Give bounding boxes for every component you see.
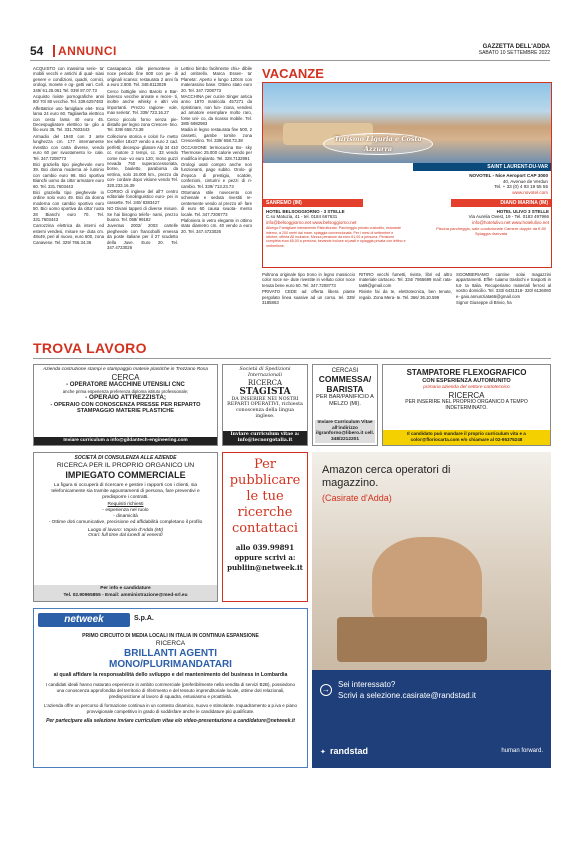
section-title: ANNUNCI <box>58 44 117 58</box>
issue-date: SABATO 10 SETTEMBRE 2022 <box>478 50 550 56</box>
ad-contact[interactable]: Inviare Curriculum Vitae all'indirizzo ilgranforno@libero.it cell. 348/2212201 <box>316 419 374 443</box>
ad-location: (Casirate d'Adda) <box>322 493 392 503</box>
job-ad-impiegato <box>33 452 218 602</box>
ad-text: Armadio del 1940 con 3 ante lunghezza cm. 177 internamente rivestito con carta diverse, vendo euro 60 per svuotamento lo- cale. Tel. 347.7208773 <box>33 133 104 161</box>
hotel-address: Via Aurelia Ovest, 19 - Tel. 0183 497966 <box>468 214 549 220</box>
hotel-description: Albergo Famigliare interamente Ristrutturato. Parcheggio privato custodito, ristorante interno, a 200 metri dal mare, spiaggia convenzionata. Per i mesi di settembre e ottobre, offerta All inclusive. Mezza pensione da euro 61,00 a persona. Pensione completa euro 65,00 a persona, bevande incluse ai pasti e spiaggia privata con lettino e ombrellone. <box>266 226 406 248</box>
randstad-logo: randstad <box>330 746 369 756</box>
ad-text: Bici graziella tipo pieghevole in ordine solo euro 49. Bici da donna moderna con cambio sportivo euro 50. Bici uomo sportiva da citta' ruota 28 Bianchi euro 70. Tel. 331.7603443 <box>33 189 104 222</box>
worker-photo <box>372 537 482 627</box>
ad-note: PER BAR/PANIFICIO A MELZO (MI). <box>316 394 374 407</box>
ad-role: IMPIEGATO COMMERCIALE <box>65 470 186 480</box>
netweek-spa: S.p.A. <box>134 615 154 622</box>
classified-column-6 <box>456 272 551 336</box>
hotel-description: Piscina parcheggio, sale condizionate Camere doppie da € 80 Spiaggia riservata <box>436 226 546 237</box>
ad-offer: L'azienda offre un percorso di formazione continua in un contesto dinamico, nuovo e stimolante. Inquadramento a p.iva e piano provvigionale competitivo in grado di soddisfare anche le candidature più qualificate. <box>44 703 297 714</box>
ad-note: anche prima esperienza preferenza diploma istituto professionale; <box>62 388 189 394</box>
header-rule <box>30 60 550 61</box>
ad-description: La figura si occuperà di ricercare e gestire i rapporti con i clienti, sia telefonicamente sia tramite appuntamenti di persona, fare preventivi e predisporre i contratti. <box>51 483 200 500</box>
ad-role: STAMPATORE FLEXOGRAFICO <box>406 368 527 377</box>
ad-text: Poltrona originale tipo trono in legno massiccio color noce se- dute rivestite in velluto color noce tenuta bene euro 60. Tel. 347.7208773 <box>262 272 355 288</box>
ad-role: - OPERATORE MACCHINE UTENSILI CNC <box>66 381 185 388</box>
hotel-website[interactable]: www.novotel.com <box>512 189 548 195</box>
classified-column-2 <box>107 66 178 336</box>
ad-hours: Orari: full time dal lunedì al venerdì <box>88 533 163 539</box>
promo-or: oppure scrivi a: <box>234 553 296 562</box>
ad-note: PER INSERIRE NEL PROPRIO ORGANICO A TEMPO INDETERMINATO. <box>405 398 528 411</box>
place-label: SANREMO (IM) <box>263 199 363 207</box>
classified-column-3 <box>181 66 252 336</box>
ad-intro: primaria azienda del settore cartotecnico <box>423 385 510 390</box>
ad-text: PRIVATO CEDE ad offerta libera piante pergolato linea suasive ad un corso. tel. 339/ 3185863 <box>262 289 355 306</box>
promo-email[interactable]: publiin@netweek.it <box>227 563 303 572</box>
ad-search: RICERCA <box>155 640 186 647</box>
ad-contact[interactable] <box>34 585 217 601</box>
ad-headline: Amazon cerca operatori di magazzino. <box>322 464 451 489</box>
classified-column-5 <box>359 272 452 336</box>
section-rule <box>33 358 551 359</box>
ad-role: - OPERAIO ATTREZZISTA; <box>84 393 167 401</box>
classified-column-1 <box>33 66 104 336</box>
ad-text: Acquisto riviste pornografiche anni 80/ 70/ 80 vecchie. Tel. 339.6257483 <box>33 94 104 105</box>
hotel-name: HOTEL ULIVO 3 STELLE <box>496 209 549 214</box>
ad-text: Riviste fai da te, elettrotecnica, ben tenute, regalo. Zona Mera- te. Tel. 366/ 36.10.599 <box>359 289 452 300</box>
classified-column-4 <box>262 272 355 336</box>
ad-text: RITIRO vecchi fumetti, riviste, libri ed altro materiale cartaceo. Tel. 334/ 7865699 mail: rata- ta69@gmail.com <box>359 272 452 288</box>
place-label: DIANO MARINA (IM) <box>451 199 551 207</box>
ad-contact[interactable]: Il candidato può mandare il proprio curriculum vita e a color@floriocarta.com e/o chiamare al 02-95375248 <box>383 430 550 445</box>
hotel-novotel <box>383 173 548 195</box>
ad-text: NO Divani tappeti di diverse misure. Se hai bisogno telefo- nami, prezzo buono. Tel. 058/ 99182 <box>107 206 178 222</box>
ad-requirement: - dinamicità <box>113 513 138 519</box>
hotel-address: 40, Avenue de Verdun <box>502 178 548 184</box>
ad-search: CERCASI <box>331 368 359 374</box>
randstad-footer <box>312 670 551 768</box>
coast-photo <box>263 83 551 163</box>
footer-question: Sei interessato? <box>338 680 396 689</box>
hotel-belsoggiorno <box>266 209 406 248</box>
ad-contact[interactable]: Inviare curriculum vitae a: info@tecnorgotalia.it <box>223 431 307 445</box>
ad-intro: PRIMO CIRCUITO DI MEDIA LOCALI IN ITALIA IN CONTINUA ESPANSIONE <box>82 633 259 639</box>
ad-text: Cerco bottiglie vino Barolo e Bar- baresco vecchie annate e recen- ti, inoltre anche whisky e altri vini importanti. Prezzo ragione- vole, max serieta'. Tel. 339/ 723.16.27 <box>107 88 178 116</box>
ad-role: - OPERAIO CON CONOSCENZA PRESSE PER REPARTO STAMPAGGIO MATERIE PLASTICHE <box>50 401 201 415</box>
hotel-contacts[interactable]: info@hotelulivo.net www.hotelulivo.net <box>472 219 549 225</box>
ad-text: Affettatrice uso famigliare elet- trica lama 24 euro 60. Tagliaerba elettrico con cesto lama 40 euro 45. Decespugliatore elettrico ta- glio a filo euro 35. Tel. 331.7603443 <box>33 105 104 133</box>
ad-text: Signor Giuseppe di Brivio, ha <box>456 300 512 306</box>
ad-requirement: CON ESPERIENZA AUTOMUNITO <box>422 378 511 384</box>
hotel-ulivo <box>433 209 549 236</box>
ad-description: I candidati ideali hanno maturato esperienze in ambito commerciale (preferibilmente nella vendita di servizi B2B), possiedono una conoscenza approfondita del territorio di riferimento e del tessuto imprenditoriale locale, ottime doti relazionali, predisposizione al lavoro di squadra, entusiasmo e proattività. <box>45 682 296 699</box>
ad-text: Juventus 2002/ 2003 cartelle pieghevole con francobolli emessa da poste italiane per il 27 scudetto della Juve. Euro 20. Tel. 347.4723026 <box>107 223 178 250</box>
randstad-ad <box>312 452 551 768</box>
ad-text: Ottomana stile novecento con schienale e seduta rivestiti re- centemente vendo al prezzo af- fare di euro 60 causa svuota- mento locale. Tel. 347.7208773 <box>181 189 252 217</box>
ad-text: Orologi usati compro anche non funzionanti, pago subito. Orolo- gi d'epoca di prestigio, scatole, confezioni, cinturini e pezzi di ri- cambio. Tel. 339/ 713.23.73 <box>181 161 252 189</box>
ad-contact[interactable]: Inviare curriculum a info@gildantech-engineering.com <box>34 437 217 445</box>
paper-name: GAZZETTA DELL'ADDA <box>482 44 550 50</box>
hotel-address: C.so Matuzia, 41 - tel. 0184 667631 <box>266 214 338 220</box>
masthead <box>479 44 550 56</box>
ad-contact[interactable]: Per partecipare alla selezione inviare curriculum vitae e/o video-presentazione a candidature@netweek.it <box>46 718 295 725</box>
ad-text: Carrozzina elettrica da interni ed esterni vendesi, misure se- duta cm. 48x49, peri al nuovo, euro 600, zona Canavese. Tel. 329/ 766.34.36 <box>33 223 104 245</box>
randstad-slogan: human forward. <box>501 748 543 754</box>
ad-search: RICERCA <box>247 378 283 387</box>
job-ad-flexo <box>382 364 551 446</box>
place-label: SAINT LAURENT-DU-VAR <box>413 163 551 171</box>
footer-email[interactable]: Scrivi a selezione.casirate@randstad.it <box>338 691 476 700</box>
ad-text: Lettino bimbo facilmente chiu- dibile ad ombrello. Marca Essen- ta' Planeta'. Aperto e lungo 120cm con materassino base. Ottimo stato euro 20. Tel. 347.7208773 <box>181 66 252 93</box>
randstad-logo-icon: ✦ <box>320 749 326 756</box>
header-divider <box>53 45 55 57</box>
ad-requirement: - Ottime doti comunicative, precisione ed affidabilità completano il profilo <box>48 519 203 525</box>
ad-text: Cerco piccolo forno senza pie- distallo per legno zona Crescen- tino. Tel. 339/ 658.73.38 <box>107 116 178 133</box>
ad-note: DA INSERIRE NEI NOSTRI REPARTI OPERATIVI, richiesta conoscenza della lingua inglese. <box>227 396 303 419</box>
ad-text: SGOMBERIAMO cantine solai magazzini appartamenti. Effet- tuiamo traslochi e trasporti in tut- ta Italia. Recuperiamo materiali ferrosi al vostro domicilio. Tel. 333/ 6431318- 320/ 6136060 e- gaio.annunziata66@gmail.com <box>456 272 551 299</box>
vacanze-title: VACANZE <box>262 66 324 81</box>
ad-text: Plafoniera in vetro elegante in ottimo stato diametro cm. 40 vendo a euro 20. Tel. 347.4723026 <box>181 217 252 234</box>
ad-text: ACQUISTO con massima serie- ta' mobili vecchi e antichi di qual- siasi genere e condizioni, quadri, cornici, orologi, monete e og- getti vari. Cell. 349/ 61.25.061 Tel. 039/ 87.07.73 <box>33 66 104 93</box>
hotel-phone: Tel. + 33 (0) 4 93 19 55 55 <box>494 184 548 190</box>
ad-role: MONO/PLURIMANDATARI <box>109 659 232 670</box>
ad-intro: Azienda costruzione stampi e stampaggio materie plastiche in Trezzano Rosa <box>43 367 208 372</box>
netweek-logo: netweek <box>38 613 130 627</box>
ad-text: Bici graziella tipo pieghevole euro 39. Bici donna moderna al- luminio con cambio euro 98. Bici sportiva Bianchi uomo da citta' armatore euro 60. Tel. 331.7603443 <box>33 161 104 189</box>
job-ad-cnc <box>33 364 218 446</box>
banner-text: Turismo Liguria e Costa Azzurra <box>323 133 433 155</box>
hotel-contacts[interactable]: info@belsoggiorno.net www.belsoggiorno.net <box>266 219 357 225</box>
ad-text: OCCASIONE termocucina Bo- sky Thermosec 25.000 calorie vendo per modifica impianto. Tel. 328.7132991 <box>181 144 252 161</box>
ad-text: Cassapanca stile piemontese in noce periodo fine 600 con pe- di originali scanso: restaurata 2 anni fa a euro 2.800. Tel. 348.8113029 <box>107 66 178 88</box>
ad-role: STAGISTA <box>239 386 291 397</box>
ad-location: Luogo di lavoro: Vaprio d'Adda (MI) <box>87 527 164 533</box>
hotel-name: HOTEL BELSOGGIORNO - 3 STELLE <box>266 209 345 214</box>
ad-text: MACCHINA per cucire Singer antica anno 1870 matricola 457271 da ripristinare, non fun- ziona, vendesi ad amatore esemplare molto raro, forse uni- co, da ricasso mobile. Tel. 380/ 6982983 <box>181 94 252 127</box>
ad-intro: Società di Spedizioni Internazionali <box>239 367 291 378</box>
trova-lavoro-title: TROVA LAVORO <box>33 340 147 356</box>
job-ad-commessa <box>312 364 378 446</box>
ad-text: CORSO di inglese del all'7 centro editoriale fonolinguistico euro- pei in cassette. Tel. 340/ 8383427 <box>107 188 178 205</box>
ad-requirement: - esperienza nel ruolo <box>102 508 149 514</box>
ad-role: BRILLANTI AGENTI <box>124 648 217 659</box>
promo-phone[interactable]: allo 039.99891 <box>235 543 295 552</box>
ad-pubblicare <box>222 452 308 602</box>
promo-text: Per pubblicare le tue ricerche contattaci <box>229 457 301 536</box>
ad-role: COMMESSA/ BARISTA <box>318 374 372 394</box>
package-photo <box>337 617 487 662</box>
ad-requirements-title: Requisiti richiesti <box>107 502 144 508</box>
ad-search: CERCA <box>111 372 140 382</box>
job-ad-stagista <box>222 364 308 446</box>
ad-search: RICERCA PER IL PROPRIO ORGANICO UN <box>56 462 195 469</box>
vacanze-ad <box>262 82 552 268</box>
ad-text: Collezione storica e colori fu- metto tex willer 18x27 vendo a euro 2 cad. perfetti; decespu- gliatore Alp 34 410 cc. motore 2 tempi, cc. 33 vendo come nuo- vo euro 120; mono guzzi nevada 750 superaccessoriata, borse, bauletto, paraborsa da vetrina, solo 15.000 km., prezzo da con- cordare dopo visione vendo Tel. 320.233.16.39 <box>107 133 178 188</box>
ad-mission: ai quali affidare la responsabilità dello sviluppo e del mantenimento del business in Lombardia <box>53 672 288 678</box>
hotel-name: NOVOTEL - Nice Aeroport CAP 3000 <box>469 173 548 178</box>
ad-intro: SOCIETÀ DI CONSULENZA ALLE AZIENDE <box>74 455 177 461</box>
arrow-icon: → <box>322 685 330 694</box>
contact-title: Per info e candidature <box>100 586 151 591</box>
ad-search: RICERCA <box>448 390 485 400</box>
contact-details: Tel. 02.90965855 - Email: amministrazione@med-srl.eu <box>63 593 188 598</box>
page-number: 54 <box>30 44 44 58</box>
netweek-ad <box>33 608 308 768</box>
ad-text: Madia in legno restaurata fine 500, 2 cassetti, gambe tornite zona Crescentino. Tel. 339/ 658.73.38 <box>181 127 252 144</box>
